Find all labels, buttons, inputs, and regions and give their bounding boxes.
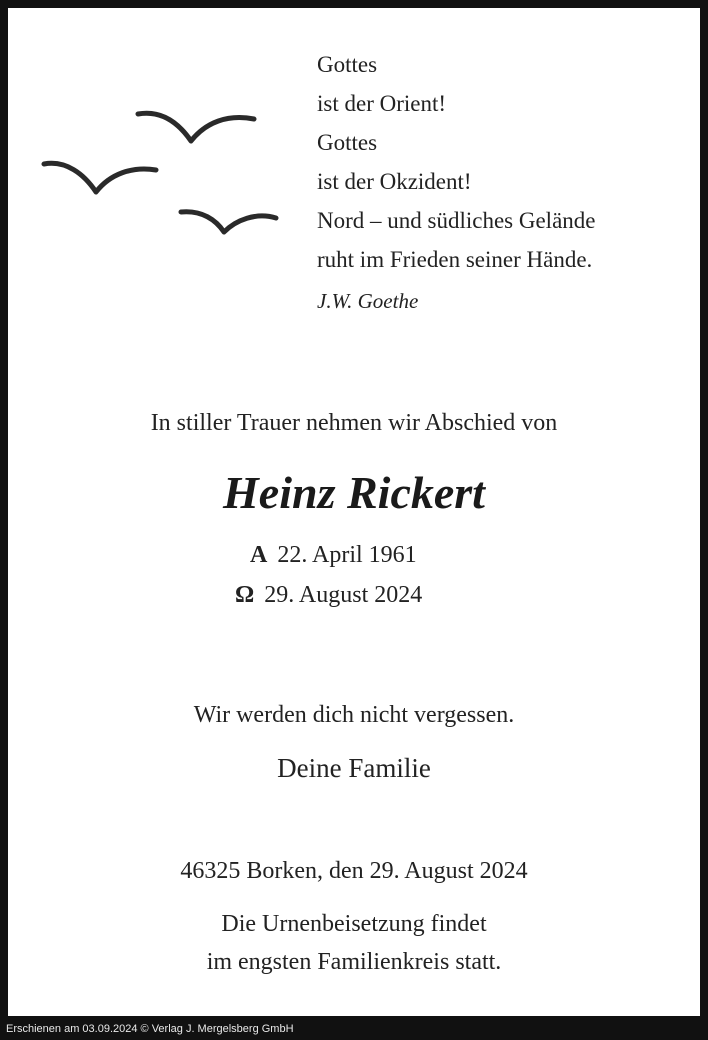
- burial-line-2: im engsten Familienkreis statt.: [206, 949, 502, 975]
- death-symbol: Ω: [235, 582, 255, 608]
- poem: [317, 45, 687, 279]
- poem-line: ist der Okzident!: [317, 169, 472, 194]
- poem-line: ruht im Frieden seiner Hände.: [317, 247, 593, 272]
- signature: Deine Familie: [277, 753, 431, 783]
- obituary-sheet: [8, 8, 700, 1016]
- memory-line: Wir werden dich nicht vergessen.: [193, 702, 515, 728]
- bird-right-icon: [181, 212, 276, 232]
- poem-line: Nord – und südliches Gelände: [317, 208, 596, 233]
- birth-date: 22. April 1961: [277, 542, 417, 568]
- death-row: [235, 582, 422, 609]
- place-date: 46325 Borken, den 29. August 2024: [180, 858, 528, 884]
- three-birds-icon: [36, 104, 282, 244]
- poem-line: ist der Orient!: [317, 91, 447, 116]
- birth-row: [250, 542, 417, 569]
- burial-line-1: Die Urnenbeisetzung findet: [221, 911, 487, 937]
- poem-author: J.W. Goethe: [317, 289, 419, 313]
- birth-symbol: A: [250, 542, 268, 568]
- intro-text: In stiller Trauer nehmen wir Abschied von: [150, 410, 558, 436]
- publication-footer: Erschienen am 03.09.2024 © Verlag J. Mergelsberg GmbH: [6, 1023, 294, 1035]
- poem-line: Gottes: [317, 52, 378, 77]
- deceased-name: Heinz Rickert: [223, 467, 485, 518]
- bird-top-icon: [138, 113, 254, 141]
- death-date: 29. August 2024: [264, 582, 423, 608]
- bird-left-icon: [44, 163, 156, 192]
- poem-line: Gottes: [317, 130, 378, 155]
